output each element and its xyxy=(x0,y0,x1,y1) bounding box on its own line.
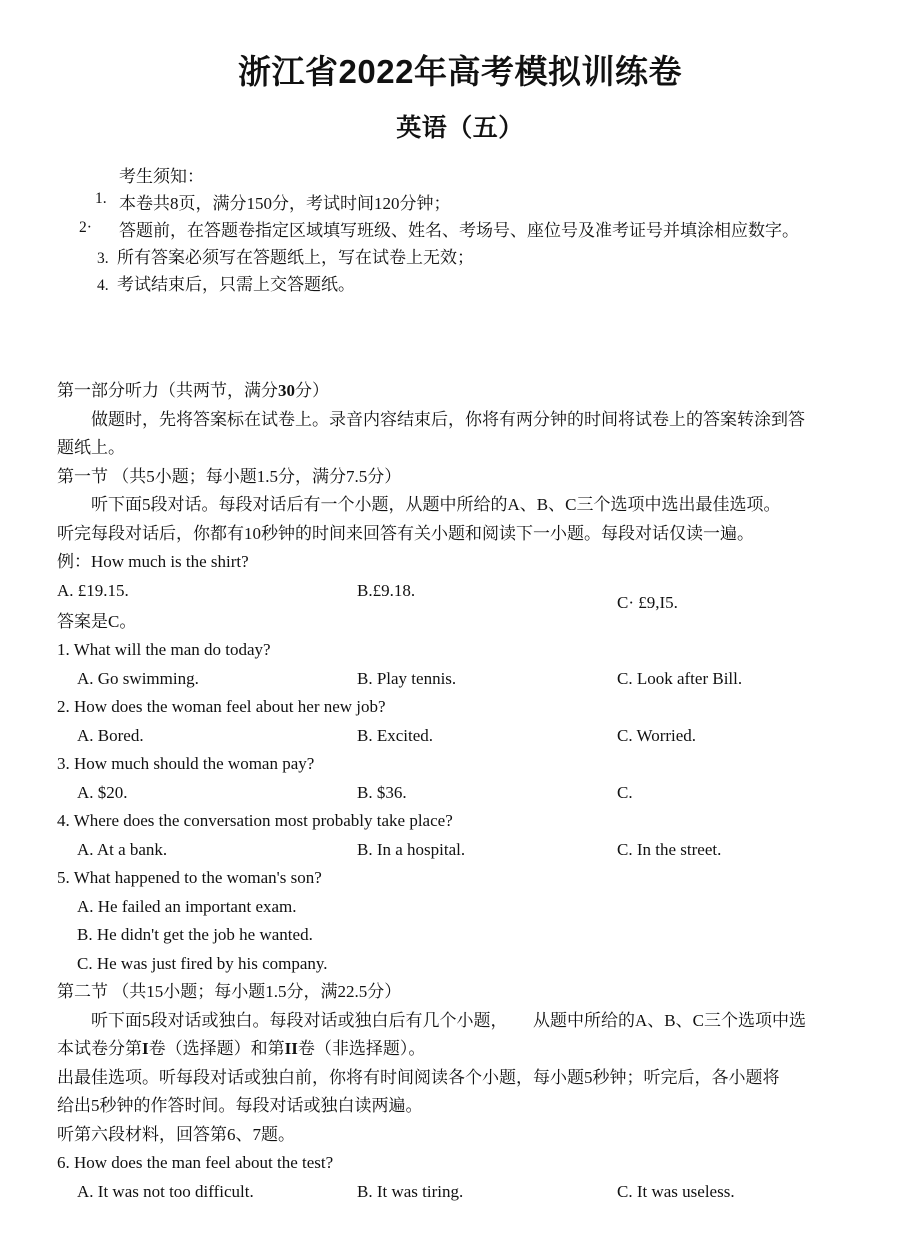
question-6-option-b[interactable]: B. It was tiring. xyxy=(357,1181,464,1201)
paper-note-post: 卷（非选择题）。 xyxy=(297,1039,426,1058)
part-one-heading-score: 30 xyxy=(278,381,295,400)
question-3-option-c[interactable]: C. xyxy=(617,782,633,802)
question-1-option-c[interactable]: C. Look after Bill. xyxy=(617,668,743,688)
notice-item-text: 答题前，在答题卷指定区域填写班级、姓名、考场号、座位号及准考证号并填涂相应数字。 xyxy=(119,221,799,240)
notice-heading: 考生须知： xyxy=(119,167,204,186)
paper-structure-note xyxy=(57,1035,869,1064)
section-two-direction-line-1 xyxy=(57,1007,869,1036)
question-4-option-c[interactable]: C. In the street. xyxy=(617,839,722,859)
section-one-heading: 第一节 （共5小题；每小题1.5分，满分7.5分） xyxy=(57,466,402,486)
question-5-option-b[interactable]: B. He didn't get the job he wanted. xyxy=(77,925,313,944)
notice-item-number: 1. xyxy=(95,190,107,207)
notice-item-number: 3. xyxy=(97,250,109,267)
paper-note-numeral-2: II xyxy=(284,1039,298,1058)
question-4-options xyxy=(57,836,869,865)
question-3-option-b[interactable]: B. $36. xyxy=(357,782,407,802)
example-answer: 答案是C。 xyxy=(57,611,137,631)
part-one-heading xyxy=(57,377,869,406)
paper-note-mid: 卷（选择题）和第 xyxy=(148,1039,285,1058)
question-4-stem: 4. Where does the conversation most probably take place? xyxy=(57,811,453,830)
example-option-a[interactable]: A. £19.15. xyxy=(57,580,129,600)
question-2-stem: 2. How does the woman feel about her new job? xyxy=(57,697,386,716)
question-1-option-b[interactable]: B. Play tennis. xyxy=(357,668,457,688)
section-two-material-note: 听第六段材料，回答第6、7题。 xyxy=(57,1124,295,1144)
question-1-option-a[interactable]: A. Go swimming. xyxy=(77,668,199,688)
question-3-option-a[interactable]: A. $20. xyxy=(77,782,128,802)
example-stem: 例：How much is the shirt? xyxy=(57,552,249,571)
section-two-heading: 第二节 （共15小题；每小题1.5分，满22.5分） xyxy=(57,982,402,1001)
notice-item xyxy=(57,190,867,217)
candidate-notice-block xyxy=(57,163,867,298)
question-2-option-b[interactable]: B. Excited. xyxy=(357,725,434,745)
section-one-direction-line-2: 听完每段对话后，你都有10秒钟的时间来回答有关小题和阅读下一小题。每段对话仅读一遍。 xyxy=(57,523,754,543)
example-option-c[interactable]: C· £9,I5. xyxy=(617,592,678,612)
section-two-direction-line-3: 给出5秒钟的作答时间。每段对话或独白读两遍。 xyxy=(57,1096,423,1115)
question-6-options xyxy=(57,1178,869,1207)
part-one-heading-post: 分） xyxy=(295,381,329,400)
question-4-option-a[interactable]: A. At a bank. xyxy=(77,839,168,859)
example-options-row xyxy=(57,577,869,612)
part-one-block xyxy=(57,377,869,1206)
question-5-option-c[interactable]: C. He was just fired by his company. xyxy=(77,953,328,973)
part-one-intro-line-2: 题纸上。 xyxy=(57,438,125,457)
question-2-options xyxy=(57,722,869,751)
notice-item-text: 考试结束后，只需上交答题纸。 xyxy=(117,275,355,294)
question-5-option-a[interactable]: A. He failed an important exam. xyxy=(77,896,297,916)
question-3-options xyxy=(57,779,869,808)
paper-note-numeral-1: I xyxy=(142,1039,149,1058)
part-one-intro-line-1: 做题时，先将答案标在试卷上。录音内容结束后，你将有两分钟的时间将试卷上的答案转涂到答 xyxy=(91,409,805,429)
part-one-heading-pre: 第一部分听力（共两节，满分 xyxy=(57,381,278,400)
question-3-stem: 3. How much should the woman pay? xyxy=(57,754,315,773)
section-one-direction-line-1: 听下面5段对话。每段对话后有一个小题，从题中所给的A、B、C三个选项中选出最佳选项。 xyxy=(91,495,781,514)
paper-note-pre: 本试卷分第 xyxy=(57,1039,142,1058)
notice-item xyxy=(57,217,867,244)
question-2-option-c[interactable]: C. Worried. xyxy=(617,725,697,745)
question-5-stem: 5. What happened to the woman's son? xyxy=(57,868,322,887)
example-option-b[interactable]: B.£9.18. xyxy=(357,580,416,600)
page-subtitle: 英语（五） xyxy=(396,114,524,142)
direction-gap-spacer xyxy=(508,1011,534,1030)
question-1-options xyxy=(57,665,869,694)
question-2-option-a[interactable]: A. Bored. xyxy=(77,725,144,745)
notice-item-number: 2· xyxy=(79,219,92,236)
question-6-stem: 6. How does the man feel about the test? xyxy=(57,1153,334,1172)
notice-item-text: 所有答案必须写在答题纸上，写在试卷上无效； xyxy=(117,248,474,267)
section-two-direction-line-2: 出最佳选项。听每段对话或独白前，你将有时间阅读各个小题，每小题5秒钟；听完后，各小题将 xyxy=(57,1067,780,1087)
section-two-direction-1b: 从题中所给的A、B、C三个选项中选 xyxy=(533,1010,806,1030)
question-6-option-c[interactable]: C. It was useless. xyxy=(617,1181,735,1201)
section-two-direction-1a: 听下面5段对话或独白。每段对话或独白后有几个小题， xyxy=(91,1010,508,1030)
question-6-option-a[interactable]: A. It was not too difficult. xyxy=(77,1181,254,1201)
question-4-option-b[interactable]: B. In a hospital. xyxy=(357,839,466,859)
notice-item xyxy=(57,244,867,271)
notice-item xyxy=(57,271,867,298)
notice-item-number: 4. xyxy=(97,277,109,294)
notice-item-text: 本卷共8页，满分150分，考试时间120分钟； xyxy=(119,194,451,213)
question-1-stem: 1. What will the man do today? xyxy=(57,640,271,659)
page-title: 浙江省2022年高考模拟训练卷 xyxy=(238,53,682,90)
